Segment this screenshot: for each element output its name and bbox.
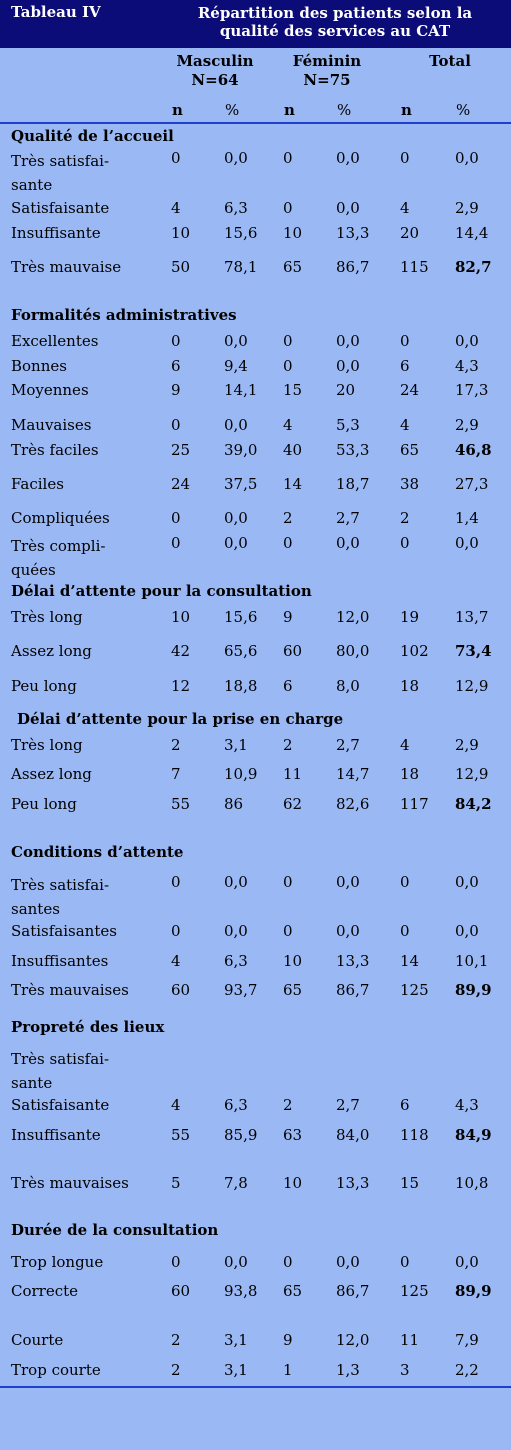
cell-n-feminin: 0 [283,199,293,217]
cell-n-total: 125 [400,1282,429,1300]
cell-n-feminin: 10 [283,224,303,242]
table-label: Tableau IV [0,0,159,48]
cell-n-masculin: 7 [171,765,181,783]
row-label-line: Assez long [11,765,92,783]
cell-pct-feminin: 84,0 [336,1126,370,1144]
cell-pct-total: 14,4 [455,224,489,242]
row-label-line: Satisfaisante [11,199,110,217]
cell-n-total: 6 [400,1096,410,1114]
cell-n-masculin: 12 [171,677,191,695]
cell-n-feminin: 63 [283,1126,303,1144]
row-label-line: Très satisfai- [11,876,110,894]
subheader-pct-total: % [456,101,471,119]
cell-pct-masculin: 0,0 [224,509,248,527]
cell-n-total: 11 [400,1331,420,1349]
cell-pct-total: 0,0 [455,873,479,891]
cell-pct-masculin: 3,1 [224,1361,248,1379]
cell-n-feminin: 9 [283,1331,293,1349]
cell-n-total: 19 [400,608,420,626]
section-title: Qualité de l’accueil [11,127,174,145]
row-label [11,1174,151,1192]
cell-n-masculin: 2 [171,1361,181,1379]
cell-pct-total: 2,9 [455,416,479,434]
row-label-line: Très long [11,608,83,626]
cell-pct-feminin: 0,0 [336,1253,360,1271]
row-label [11,224,151,242]
cell-n-masculin: 2 [171,736,181,754]
row-label [11,765,151,783]
cell-n-masculin: 50 [171,258,191,276]
cell-n-total: 102 [400,642,429,660]
row-label [11,1331,151,1349]
cell-n-masculin: 0 [171,873,181,891]
cell-n-masculin: 4 [171,1096,181,1114]
row-label [11,381,151,399]
row-label-line: Très faciles [11,441,99,459]
cell-n-total: 65 [400,441,420,459]
row-label [11,1047,151,1095]
cell-n-masculin: 4 [171,199,181,217]
cell-n-total: 4 [400,416,410,434]
bottom-rule [0,1386,511,1388]
row-label-line: Satisfaisantes [11,922,117,940]
cell-pct-masculin: 93,8 [224,1282,258,1300]
column-total-label: Total [429,52,471,70]
cell-n-feminin: 0 [283,873,293,891]
row-label-line: sante [11,1074,53,1092]
cell-n-feminin: 40 [283,441,303,459]
row-label [11,416,151,434]
cell-n-total: 115 [400,258,429,276]
row-label [11,981,151,999]
cell-pct-masculin: 39,0 [224,441,258,459]
cell-n-masculin: 0 [171,509,181,527]
cell-n-masculin: 0 [171,332,181,350]
cell-pct-masculin: 37,5 [224,475,258,493]
row-label [11,509,151,527]
cell-pct-total: 82,7 [455,258,492,276]
cell-pct-feminin: 86,7 [336,1282,370,1300]
cell-n-total: 0 [400,149,410,167]
cell-pct-total: 1,4 [455,509,479,527]
cell-n-feminin: 65 [283,981,303,999]
cell-n-total: 118 [400,1126,429,1144]
cell-pct-masculin: 9,4 [224,357,248,375]
cell-pct-feminin: 0,0 [336,149,360,167]
cell-pct-masculin: 7,8 [224,1174,248,1192]
cell-pct-masculin: 15,6 [224,608,258,626]
cell-pct-total: 27,3 [455,475,489,493]
row-label [11,922,151,940]
cell-pct-masculin: 86 [224,795,244,813]
cell-pct-feminin: 0,0 [336,922,360,940]
column-feminin [282,52,372,90]
cell-pct-masculin: 0,0 [224,332,248,350]
subheader-pct-feminin: % [337,101,352,119]
cell-pct-feminin: 14,7 [336,765,370,783]
cell-pct-total: 0,0 [455,1253,479,1271]
row-label-line: Moyennes [11,381,89,399]
cell-pct-total: 0,0 [455,922,479,940]
column-masculin [170,52,260,90]
column-masculin-n: N=64 [191,71,239,89]
column-feminin-n: N=75 [303,71,351,89]
cell-pct-total: 12,9 [455,765,489,783]
cell-pct-feminin: 0,0 [336,357,360,375]
cell-n-feminin: 15 [283,381,303,399]
row-label [11,534,151,582]
cell-pct-masculin: 6,3 [224,199,248,217]
cell-pct-masculin: 93,7 [224,981,258,999]
row-label [11,441,151,459]
cell-n-masculin: 5 [171,1174,181,1192]
cell-pct-total: 7,9 [455,1331,479,1349]
row-label-line: Bonnes [11,357,67,375]
row-label-line: Trop courte [11,1361,101,1379]
cell-n-total: 15 [400,1174,420,1192]
cell-n-feminin: 10 [283,952,303,970]
table-header [0,0,511,48]
cell-pct-feminin: 13,3 [336,224,370,242]
cell-n-feminin: 0 [283,922,293,940]
row-label [11,1253,151,1271]
cell-pct-feminin: 18,7 [336,475,370,493]
row-label [11,357,151,375]
cell-pct-masculin: 15,6 [224,224,258,242]
cell-n-feminin: 6 [283,677,293,695]
cell-n-feminin: 2 [283,509,293,527]
subheader-pct-masculin: % [225,101,240,119]
row-label-line: Trop longue [11,1253,104,1271]
cell-pct-total: 4,3 [455,357,479,375]
cell-n-masculin: 9 [171,381,181,399]
cell-n-masculin: 0 [171,1253,181,1271]
row-label-line: sante [11,176,53,194]
cell-pct-feminin: 2,7 [336,509,360,527]
row-label [11,952,151,970]
cell-n-total: 4 [400,736,410,754]
row-label-line: Courte [11,1331,64,1349]
cell-n-feminin: 10 [283,1174,303,1192]
cell-n-feminin: 0 [283,149,293,167]
cell-pct-total: 0,0 [455,534,479,552]
cell-n-masculin: 60 [171,1282,191,1300]
cell-pct-feminin: 0,0 [336,332,360,350]
cell-n-masculin: 0 [171,922,181,940]
row-label [11,1361,151,1379]
cell-n-total: 18 [400,765,420,783]
cell-pct-total: 84,9 [455,1126,492,1144]
section-title: Formalités administratives [11,306,237,324]
cell-n-total: 14 [400,952,420,970]
cell-pct-feminin: 0,0 [336,199,360,217]
table-caption [159,0,511,48]
row-label-line: Très satisfai- [11,152,110,170]
cell-pct-feminin: 2,7 [336,1096,360,1114]
row-label-line: Très mauvaise [11,258,122,276]
row-label-line: Très satisfai- [11,1050,110,1068]
cell-pct-masculin: 18,8 [224,677,258,695]
row-label-line: Faciles [11,475,64,493]
cell-pct-total: 0,0 [455,332,479,350]
cell-n-feminin: 2 [283,1096,293,1114]
row-label-line: Satisfaisante [11,1096,110,1114]
cell-n-masculin: 10 [171,608,191,626]
row-label-line: Peu long [11,795,77,813]
cell-n-total: 0 [400,534,410,552]
row-label [11,642,151,660]
cell-pct-total: 17,3 [455,381,489,399]
cell-n-total: 4 [400,199,410,217]
cell-pct-total: 84,2 [455,795,492,813]
cell-pct-masculin: 0,0 [224,416,248,434]
cell-n-masculin: 55 [171,795,191,813]
row-label [11,149,151,197]
cell-pct-feminin: 12,0 [336,1331,370,1349]
cell-pct-masculin: 3,1 [224,736,248,754]
cell-pct-feminin: 86,7 [336,258,370,276]
cell-n-total: 117 [400,795,429,813]
cell-n-masculin: 55 [171,1126,191,1144]
row-label-line: Insuffisante [11,1126,101,1144]
row-label-line: Assez long [11,642,92,660]
cell-pct-total: 2,9 [455,736,479,754]
row-label-line: Très mauvaises [11,981,129,999]
row-label [11,1282,151,1300]
row-label-line: Insuffisante [11,224,101,242]
cell-n-total: 0 [400,1253,410,1271]
cell-pct-feminin: 82,6 [336,795,370,813]
row-label [11,1096,151,1114]
cell-n-masculin: 42 [171,642,191,660]
row-label [11,199,151,217]
subheader-n-feminin: n [284,101,295,119]
caption-line-1: Répartition des patients selon la [197,4,473,22]
cell-n-masculin: 0 [171,534,181,552]
row-label-line: Très compli- [11,537,106,555]
subheader-n-masculin: n [172,101,183,119]
cell-n-masculin: 10 [171,224,191,242]
cell-pct-total: 4,3 [455,1096,479,1114]
cell-pct-total: 2,9 [455,199,479,217]
cell-n-total: 0 [400,922,410,940]
cell-pct-masculin: 0,0 [224,922,248,940]
cell-n-total: 0 [400,873,410,891]
cell-pct-total: 89,9 [455,981,492,999]
cell-n-feminin: 14 [283,475,303,493]
cell-n-feminin: 0 [283,534,293,552]
cell-pct-feminin: 13,3 [336,1174,370,1192]
cell-pct-masculin: 6,3 [224,952,248,970]
section-title: Délai d’attente pour la prise en charge [17,710,344,728]
section-title: Propreté des lieux [11,1018,165,1036]
cell-pct-masculin: 0,0 [224,1253,248,1271]
cell-pct-feminin: 13,3 [336,952,370,970]
cell-pct-total: 73,4 [455,642,492,660]
column-total [408,52,492,71]
caption-line-2: qualité des services au CAT [219,22,451,40]
cell-pct-masculin: 14,1 [224,381,258,399]
cell-n-total: 6 [400,357,410,375]
cell-n-feminin: 65 [283,258,303,276]
row-label [11,873,151,921]
cell-pct-feminin: 0,0 [336,534,360,552]
cell-n-total: 125 [400,981,429,999]
cell-pct-total: 0,0 [455,149,479,167]
cell-n-masculin: 25 [171,441,191,459]
cell-pct-total: 46,8 [455,441,492,459]
cell-n-feminin: 0 [283,1253,293,1271]
cell-n-masculin: 60 [171,981,191,999]
row-label [11,332,151,350]
cell-pct-feminin: 12,0 [336,608,370,626]
column-masculin-label: Masculin [176,52,254,70]
cell-pct-masculin: 0,0 [224,873,248,891]
row-label-line: Très long [11,736,83,754]
cell-pct-total: 12,9 [455,677,489,695]
row-label-line: Correcte [11,1282,79,1300]
cell-n-masculin: 2 [171,1331,181,1349]
header-rule [0,122,511,124]
cell-n-masculin: 24 [171,475,191,493]
row-label [11,608,151,626]
cell-pct-masculin: 3,1 [224,1331,248,1349]
row-label [11,475,151,493]
cell-pct-masculin: 0,0 [224,149,248,167]
cell-n-masculin: 0 [171,149,181,167]
subheader-n-total: n [401,101,412,119]
cell-pct-masculin: 65,6 [224,642,258,660]
section-title: Délai d’attente pour la consultation [11,582,312,600]
cell-n-total: 0 [400,332,410,350]
cell-pct-total: 13,7 [455,608,489,626]
cell-pct-feminin: 86,7 [336,981,370,999]
row-label-line: Très mauvaises [11,1174,129,1192]
cell-pct-feminin: 1,3 [336,1361,360,1379]
cell-pct-feminin: 5,3 [336,416,360,434]
cell-n-feminin: 65 [283,1282,303,1300]
cell-pct-masculin: 0,0 [224,534,248,552]
cell-pct-feminin: 53,3 [336,441,370,459]
cell-n-total: 24 [400,381,420,399]
row-label-line: Insuffisantes [11,952,109,970]
cell-n-total: 20 [400,224,420,242]
cell-pct-masculin: 6,3 [224,1096,248,1114]
row-label-line: Peu long [11,677,77,695]
cell-n-total: 2 [400,509,410,527]
cell-n-feminin: 62 [283,795,303,813]
row-label [11,795,151,813]
cell-pct-masculin: 85,9 [224,1126,258,1144]
cell-n-feminin: 0 [283,332,293,350]
row-label-line: quées [11,561,56,579]
row-label [11,677,151,695]
cell-n-masculin: 0 [171,416,181,434]
cell-pct-feminin: 8,0 [336,677,360,695]
row-label-line: Compliquées [11,509,110,527]
cell-n-masculin: 6 [171,357,181,375]
cell-pct-total: 2,2 [455,1361,479,1379]
cell-pct-total: 10,1 [455,952,489,970]
cell-n-total: 18 [400,677,420,695]
cell-n-total: 38 [400,475,420,493]
cell-n-feminin: 60 [283,642,303,660]
row-label [11,258,151,276]
cell-pct-feminin: 2,7 [336,736,360,754]
section-title: Conditions d’attente [11,843,184,861]
cell-pct-feminin: 80,0 [336,642,370,660]
cell-n-feminin: 2 [283,736,293,754]
row-label [11,1126,151,1144]
section-title: Durée de la consultation [11,1221,219,1239]
cell-n-feminin: 4 [283,416,293,434]
row-label-line: Excellentes [11,332,99,350]
cell-n-masculin: 4 [171,952,181,970]
row-label-line: Mauvaises [11,416,92,434]
cell-pct-masculin: 10,9 [224,765,258,783]
cell-pct-masculin: 78,1 [224,258,258,276]
cell-pct-feminin: 0,0 [336,873,360,891]
cell-n-total: 3 [400,1361,410,1379]
row-label [11,736,151,754]
cell-n-feminin: 11 [283,765,303,783]
cell-n-feminin: 1 [283,1361,293,1379]
row-label-line: santes [11,900,60,918]
cell-pct-feminin: 20 [336,381,356,399]
cell-pct-total: 89,9 [455,1282,492,1300]
column-feminin-label: Féminin [292,52,362,70]
cell-pct-total: 10,8 [455,1174,489,1192]
cell-n-feminin: 9 [283,608,293,626]
cell-n-feminin: 0 [283,357,293,375]
